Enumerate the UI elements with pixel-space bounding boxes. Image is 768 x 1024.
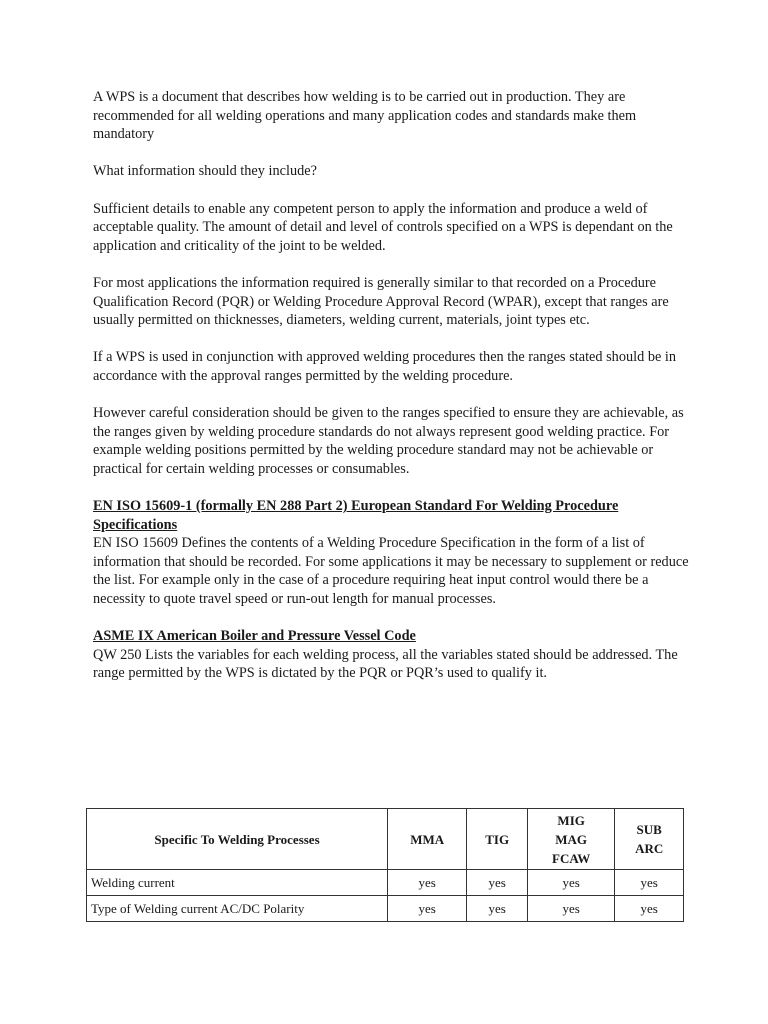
header-sub: SUB bbox=[636, 822, 662, 837]
header-specific-processes: Specific To Welding Processes bbox=[87, 809, 388, 870]
table-header-row bbox=[87, 809, 684, 870]
header-mag: MAG bbox=[555, 831, 588, 847]
section-heading-en-iso: EN ISO 15609-1 (formally EN 288 Part 2) European Standard For Welding Procedure Specifications bbox=[93, 498, 619, 533]
paragraph-approved-procedures: If a WPS is used in conjunction with approved welding procedures then the ranges stated should be in accordance with the approval ranges permitted by the welding procedure. bbox=[93, 349, 677, 384]
cell-label: Type of Welding current AC/DC Polarity bbox=[87, 896, 388, 922]
header-arc: ARC bbox=[635, 841, 664, 856]
header-mig-mag-fcaw bbox=[527, 809, 614, 870]
welding-process-table bbox=[86, 808, 684, 922]
paragraph-intro: A WPS is a document that describes how welding is to be carried out in production. They are recommended for all welding operations and many application codes and standards make them mandatory bbox=[93, 89, 637, 143]
section-heading-asme: ASME IX American Boiler and Pressure Vessel Code bbox=[93, 628, 416, 645]
section-body-asme: QW 250 Lists the variables for each welding process, all the variables stated should be addressed. The range permitted by the WPS is dictated by the PQR or PQR’s used to qualify it. bbox=[93, 646, 678, 682]
cell-mig: yes bbox=[527, 896, 614, 922]
document-body bbox=[93, 88, 693, 702]
table-row bbox=[87, 896, 684, 922]
header-sub-arc bbox=[615, 809, 684, 870]
paragraph-question: What information should they include? bbox=[93, 163, 317, 180]
header-tig: TIG bbox=[467, 809, 528, 870]
cell-sub: yes bbox=[615, 870, 684, 896]
cell-mma: yes bbox=[388, 870, 467, 896]
table-row bbox=[87, 870, 684, 896]
cell-mig: yes bbox=[527, 870, 614, 896]
section-body-en-iso: EN ISO 15609 Defines the contents of a Welding Procedure Specification in the form of a list of information that should be recorded. For some applications it may be necessary to supplement or reduce the list. For example only in the case of a procedure requiring heat input control would there be a necessity to quote travel speed or run-out length for manual processes. bbox=[93, 535, 689, 608]
cell-label: Welding current bbox=[87, 870, 388, 896]
paragraph-careful-consideration: However careful consideration should be given to the ranges specified to ensure they are achievable, as the ranges given by welding procedure standards do not always represent good welding practice. For example welding positions permitted by the welding procedure standard may not be achievable or practical for certain welding processes or consumables. bbox=[93, 405, 684, 477]
cell-tig: yes bbox=[467, 870, 528, 896]
header-mma: MMA bbox=[388, 809, 467, 870]
paragraph-sufficient-details: Sufficient details to enable any competent person to apply the information and produce a weld of acceptable quality. The amount of detail and level of controls specified on a WPS is dependant on the application and criticality of the joint to be welded. bbox=[93, 200, 673, 254]
cell-sub: yes bbox=[615, 896, 684, 922]
paragraph-most-applications: For most applications the information required is generally similar to that recorded on a Procedure Qualification Record (PQR) or Welding Procedure Approval Record (WPAR), except that ranges are usually permitted on thicknesses, diameters, welding current, materials, joint types etc. bbox=[93, 274, 669, 329]
cell-mma: yes bbox=[388, 896, 467, 922]
cell-tig: yes bbox=[467, 896, 528, 922]
header-mig: MIG bbox=[557, 812, 585, 828]
header-fcaw: FCAW bbox=[552, 850, 591, 866]
